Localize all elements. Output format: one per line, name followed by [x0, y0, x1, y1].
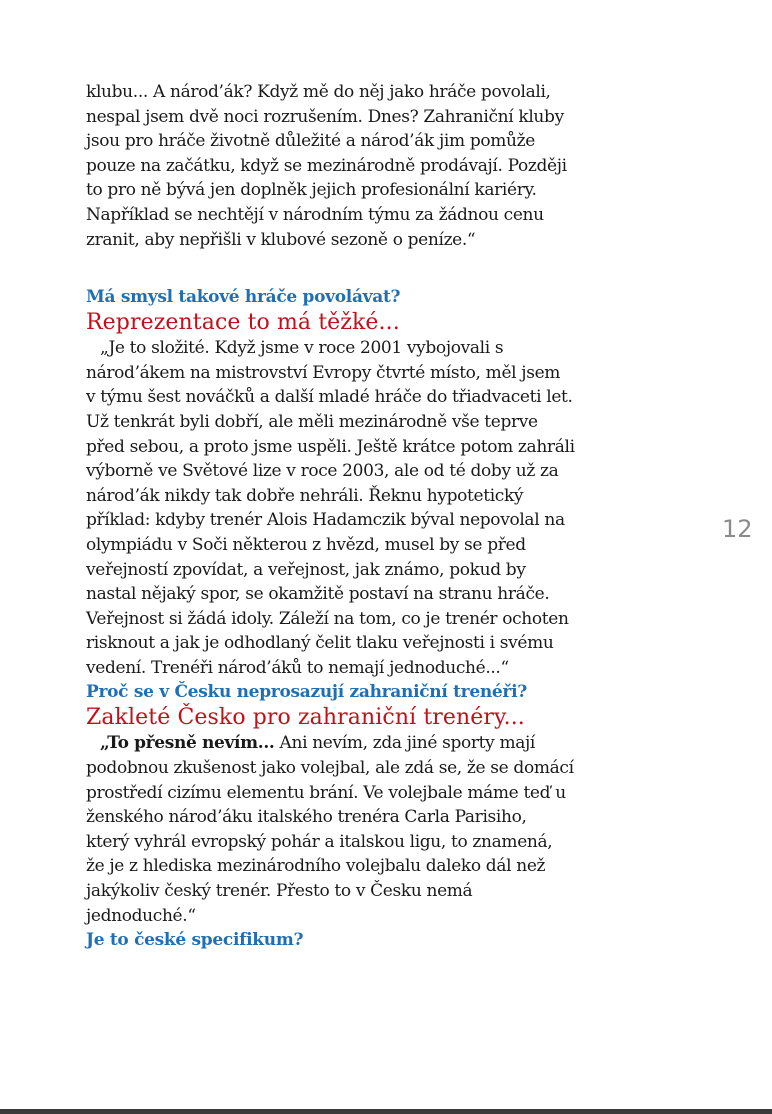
- text-line: před sebou, a proto jsme uspěli. Ještě krátce potom zahráli: [86, 436, 575, 457]
- text-line: národ’ák nikdy tak dobře nehráli. Řeknu hypotetický: [86, 485, 524, 506]
- bold-lead: „To přesně nevím...: [100, 733, 275, 754]
- text-line: veřejností zpovídat, a veřejnost, jak známo, pokud by: [86, 559, 526, 580]
- text-line: to pro ně bývá jen doplněk jejich profesionální kariéry.: [86, 180, 537, 201]
- text-line: olympiádu v Soči některou z hvězd, musel by se před: [86, 534, 526, 555]
- section-heading-2: Zakleté Česko pro zahraniční trenéry...: [86, 705, 525, 731]
- interview-question-2: Proč se v Česku neprosazují zahraniční trenéři?: [86, 682, 527, 703]
- text-line: v týmu šest nováčků a další mladé hráče do třiadvaceti let.: [86, 387, 573, 408]
- text-line: že je z hlediska mezinárodního volejbalu daleko dál než: [86, 856, 546, 877]
- text-line: zranit, aby nepřišli v klubové sezoně o peníze.“: [86, 229, 476, 250]
- text-line: příklad: kdyby trenér Alois Hadamczik býval nepovolal na: [86, 510, 565, 531]
- text-line: nastal nějaký spor, se okamžitě postaví na stranu hráče.: [86, 584, 550, 605]
- bottom-divider: [0, 1109, 772, 1114]
- text-line: pouze na začátku, když se mezinárodně prodávají. Později: [86, 155, 567, 176]
- text-line: jednoduché.“: [86, 905, 196, 926]
- text-line: který vyhrál evropský pohár a italskou ligu, to znamená,: [86, 831, 553, 852]
- text-line: prostředí cizímu elementu brání. Ve volejbale máme teď u: [86, 782, 566, 803]
- text-line: Veřejnost si žádá idoly. Záleží na tom, co je trenér ochoten: [86, 608, 569, 629]
- text-line: risknout a jak je odhodlaný čelit tlaku veřejnosti i svému: [86, 633, 554, 654]
- interview-question-3: Je to české specifikum?: [86, 930, 304, 951]
- page-number: 12: [722, 515, 753, 543]
- text-line: podobnou zkušenost jako volejbal, ale zdá se, že se domácí: [86, 758, 574, 779]
- text-line: Například se nechtějí v národním týmu za žádnou cenu: [86, 204, 544, 225]
- text-fragment: Ani nevím, zda jiné sporty mají: [274, 733, 536, 754]
- paragraph-1: [86, 80, 686, 252]
- text-line: vedení. Trenéři národ’áků to nemají jednoduché...“: [86, 657, 509, 678]
- text-line: „Je to složité. Když jsme v roce 2001 vybojovali s: [100, 338, 504, 359]
- article-page: [86, 80, 686, 952]
- text-line: jakýkoliv český trenér. Přesto to v Česku nemá: [86, 881, 473, 902]
- interview-question-1: Má smysl takové hráče povolávat?: [86, 287, 401, 308]
- text-line: výborně ve Světové lize v roce 2003, ale od té doby už za: [86, 461, 559, 482]
- text-line: nespal jsem dvě noci rozrušením. Dnes? Zahraniční kluby: [86, 106, 564, 127]
- section-heading-1: Reprezentace to má těžké...: [86, 310, 400, 336]
- text-line: ženského národ’áku italského trenéra Carla Parisiho,: [86, 807, 527, 828]
- text-line: Už tenkrát byli dobří, ale měli mezinárodně vše teprve: [86, 411, 538, 432]
- text-line: jsou pro hráče životně důležité a národ’ák jim pomůže: [86, 131, 535, 152]
- text-line: národ’ákem na mistrovství Evropy čtvrté místo, měl jsem: [86, 362, 561, 383]
- text-line: klubu... A národ’ák? Když mě do něj jako hráče povolali,: [86, 82, 551, 102]
- paragraph-3: [86, 731, 686, 928]
- paragraph-2: [86, 336, 686, 680]
- text-line: [86, 731, 686, 756]
